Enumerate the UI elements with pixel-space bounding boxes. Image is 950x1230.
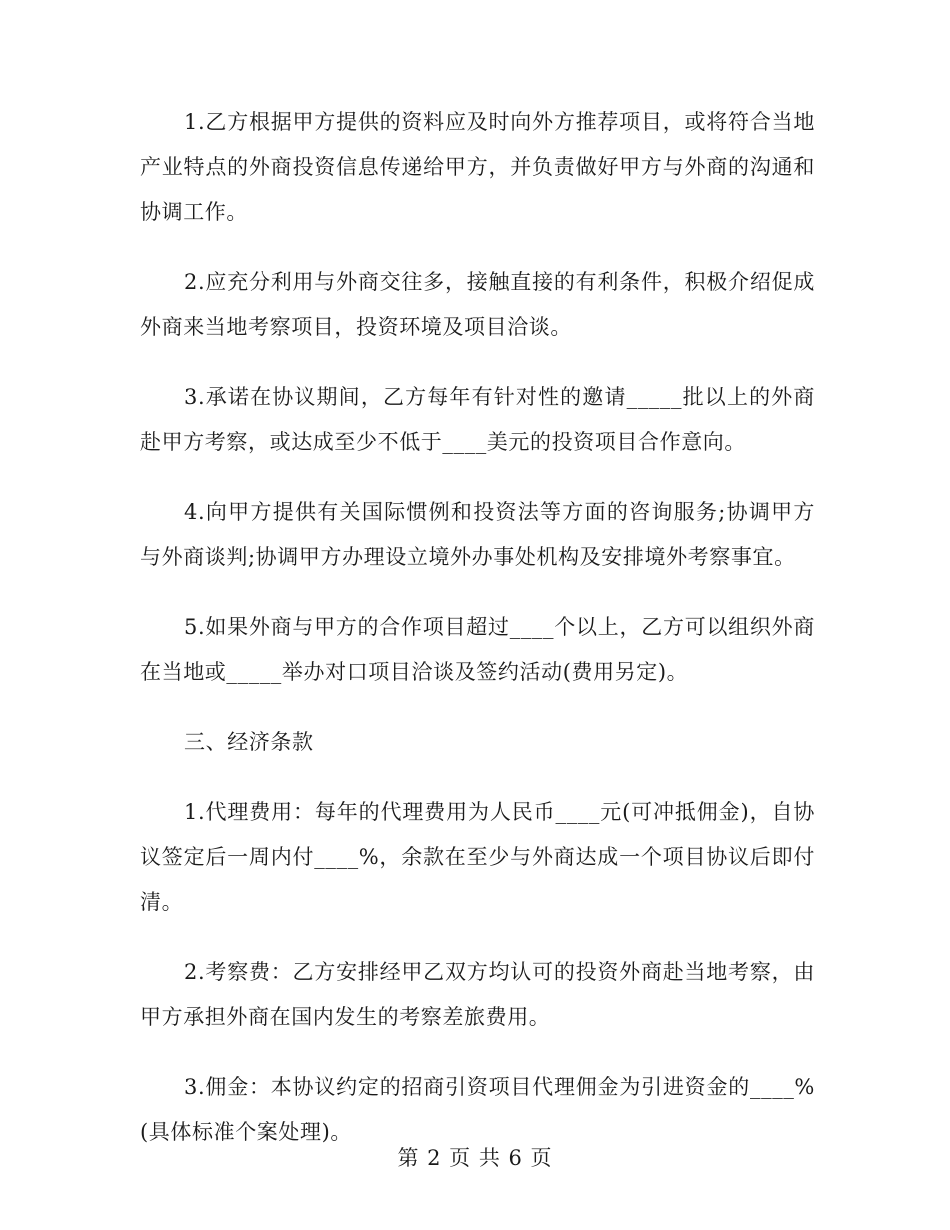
paragraph-item-5: 5.如果外商与甲方的合作项目超过____个以上，乙方可以组织外商在当地或_____举办对口项目洽谈及签约活动(费用另定)。 [140,615,815,684]
clause-commission: 3.佣金：本协议约定的招商引资项目代理佣金为引进资金的____%(具体标准个案处理)。 [140,1075,815,1144]
document-body [140,100,815,1180]
paragraph-item-2: 2.应充分利用与外商交往多，接触直接的有利条件，积极介绍促成外商来当地考察项目，投资环境及项目洽谈。 [140,270,815,339]
section-heading: 三、经济条款 [184,730,314,754]
page-indicator: 第 2 页 共 6 页 [397,1146,553,1170]
clause-inspection-fee: 2.考察费：乙方安排经甲乙双方均认可的投资外商赴当地考察，由甲方承担外商在国内发生的考察差旅费用。 [140,960,815,1029]
clause-agency-fee: 1.代理费用：每年的代理费用为人民币____元(可冲抵佣金)，自协议签定后一周内付____%，余款在至少与外商达成一个项目协议后即付清。 [140,800,815,914]
paragraph-item-4: 4.向甲方提供有关国际惯例和投资法等方面的咨询服务;协调甲方与外商谈判;协调甲方办理设立境外办事处机构及安排境外考察事宜。 [140,500,815,569]
paragraph-item-3: 3.承诺在协议期间，乙方每年有针对性的邀请_____批以上的外商赴甲方考察，或达成至少不低于____美元的投资项目合作意向。 [140,385,815,454]
paragraph-item-1: 1.乙方根据甲方提供的资料应及时向外方推荐项目，或将符合当地产业特点的外商投资信息传递给甲方，并负责做好甲方与外商的沟通和协调工作。 [140,110,815,224]
